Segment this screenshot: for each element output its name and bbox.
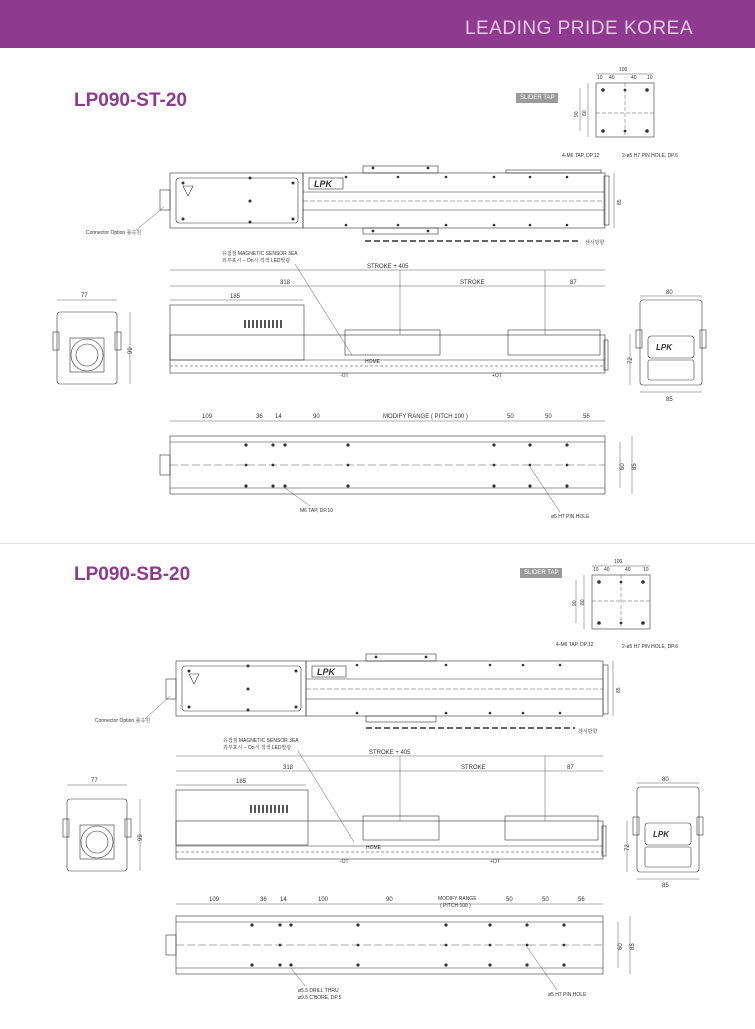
modify-range: MODIFY RANGE ( PITCH 100 ) [383, 414, 468, 420]
dim-87: 87 [570, 280, 577, 286]
bottom-dim-50a: 50 [506, 897, 513, 903]
sensor-note-1: 유접점 MAGNETIC SENSOR 3EA [223, 738, 299, 744]
tap-dim-2: 40 [604, 567, 610, 573]
plus-ot-label: +OT [492, 373, 502, 379]
tap-hole [641, 580, 645, 584]
top-view-body [303, 173, 605, 228]
brand-text: LEADING PRIDE KOREA [464, 18, 693, 39]
sensor-note-2: 외부표시 – On시 적색 LED발광 [222, 258, 291, 264]
right-end-width: 80 [662, 777, 669, 783]
tap-note-pin: 2-ø5 H7 PIN HOLE, DP.6 [622, 153, 679, 159]
tap-note-tap: 4-M6 TAP, DP.12 [562, 153, 600, 159]
tap-height-a: 90 [572, 600, 578, 606]
tap-dim-3: 40 [631, 75, 637, 81]
tap-width-total: 100 [619, 67, 628, 73]
bottom-note-pin: ø5 H7 PIN HOLE [551, 514, 590, 520]
slider-tap-badge-sb: SLIDER TAP [520, 568, 562, 578]
bottom-h60: 60 [618, 943, 624, 950]
bottom-dim-56: 56 [583, 414, 590, 420]
top-view-motor-cover [176, 661, 306, 716]
sensor-direction-st: 센서방향 [585, 240, 605, 246]
bottom-dim-14: 14 [280, 897, 287, 903]
model-title-sb: LP090-SB-20 [74, 564, 191, 585]
bottom-note-pin: ø5 H7 PIN HOLE [548, 992, 587, 998]
stroke-total: STROKE + 405 [367, 264, 409, 270]
home-label: HOME [366, 845, 381, 851]
tap-height-b: 80 [582, 110, 588, 116]
bottom-dim-14: 14 [275, 414, 282, 420]
tap-hole [645, 129, 649, 133]
model-title-st: LP090-ST-20 [74, 90, 187, 111]
slider-tap-badge-st: SLIDER TAP [516, 93, 558, 103]
left-end-view [57, 312, 117, 384]
right-end-bottom: 85 [666, 397, 673, 403]
sensor-direction-sb: 센서방향 [578, 729, 598, 735]
tap-hole [641, 621, 645, 625]
lpk-logo-text: LPK [317, 667, 335, 677]
side-view-motor-cover [176, 790, 308, 845]
left-end-view [67, 799, 127, 871]
connector-label-st: Connector Option 롤옥원 [86, 230, 142, 236]
plus-ot-label: +OT [490, 859, 500, 865]
dim-185: 185 [230, 294, 241, 300]
left-end-height: 99 [138, 834, 144, 841]
lpk-logo-text: LPK [314, 179, 332, 189]
bottom-note-cbore: ø9.5 C'BORE, DP.5 [298, 995, 342, 1001]
tap-hole [645, 88, 649, 92]
left-end-width: 77 [91, 778, 98, 784]
connector-label-sb: Connector Option 롤옥원 [95, 718, 151, 724]
right-end-width: 80 [666, 290, 673, 296]
tap-dim-2: 40 [609, 75, 615, 81]
top-view-body [306, 661, 603, 716]
stroke-total: STROKE + 405 [369, 750, 411, 756]
tap-width-total: 100 [614, 559, 623, 565]
minus-ot-label: -OT [340, 859, 349, 865]
pin-hole [620, 622, 623, 625]
dim-318: 318 [280, 280, 291, 286]
bottom-note-drill: ø5.5 DRILL THRU [298, 988, 339, 994]
tap-note-tap: 4-M6 TAP, DP.12 [556, 642, 594, 648]
sensor-note-1: 유접점 MAGNETIC SENSOR 3EA [222, 251, 298, 257]
top-view-motor-cover [170, 173, 303, 228]
top-height-85: 85 [617, 199, 623, 205]
top-height-85: 85 [616, 687, 622, 693]
stroke-label: STROKE [461, 765, 486, 771]
tap-dim-4: 10 [643, 567, 649, 573]
pin-hole [624, 130, 627, 133]
bottom-dim-50b: 50 [545, 414, 552, 420]
bottom-h85: 85 [630, 943, 636, 950]
minus-ot-label: -OT [340, 373, 349, 379]
bottom-dim-36: 36 [256, 414, 263, 420]
dim-87: 87 [567, 765, 574, 771]
left-end-width: 77 [81, 293, 88, 299]
sensor-note-2: 외부표시 – On시 적색 LED발광 [223, 745, 292, 751]
bottom-dim-50a: 50 [507, 414, 514, 420]
bottom-h85: 85 [632, 463, 638, 470]
drawing-sb [0, 544, 755, 1029]
bottom-dim-90: 90 [386, 897, 393, 903]
bottom-dim-56: 56 [578, 897, 585, 903]
tap-hole [601, 88, 605, 92]
bottom-dim-50b: 50 [542, 897, 549, 903]
tap-hole [601, 129, 605, 133]
side-view-body [170, 335, 605, 373]
bottom-dim-36: 36 [260, 897, 267, 903]
bottom-h60: 60 [620, 463, 626, 470]
bottom-dim-109: 109 [209, 897, 220, 903]
tap-dim-3: 40 [625, 567, 631, 573]
left-end-height: 99 [128, 347, 134, 354]
right-end-height: 72 [628, 357, 634, 364]
lpk-logo-end: LPK [653, 830, 669, 839]
tap-dim-1: 10 [597, 75, 603, 81]
tap-hole [597, 621, 601, 625]
lpk-logo-end: LPK [656, 343, 672, 352]
modify-range: MODIFY RANGE [438, 896, 477, 902]
dim-318: 318 [283, 765, 294, 771]
right-end-bottom: 85 [662, 883, 669, 889]
home-label: HOME [365, 359, 380, 365]
stroke-label: STROKE [460, 280, 485, 286]
tap-dim-4: 10 [647, 75, 653, 81]
bottom-dim-100: 100 [318, 897, 329, 903]
bottom-dim-90: 90 [313, 414, 320, 420]
dim-185: 185 [236, 779, 247, 785]
modify-pitch: ( PITCH 100 ) [440, 903, 471, 909]
pin-hole [624, 89, 627, 92]
tap-note-pin: 2-ø5 H7 PIN HOLE, DP.6 [622, 644, 679, 650]
tap-height-b: 80 [580, 599, 586, 605]
tap-dim-1: 10 [593, 567, 599, 573]
bottom-dim-109: 109 [202, 414, 213, 420]
tap-hole [597, 580, 601, 584]
pin-hole [620, 581, 623, 584]
side-view-motor-cover [170, 305, 304, 360]
right-end-height: 72 [625, 844, 631, 851]
tap-height-a: 90 [574, 111, 580, 117]
bottom-note-tap: M6 TAP, DP.10 [300, 508, 333, 514]
